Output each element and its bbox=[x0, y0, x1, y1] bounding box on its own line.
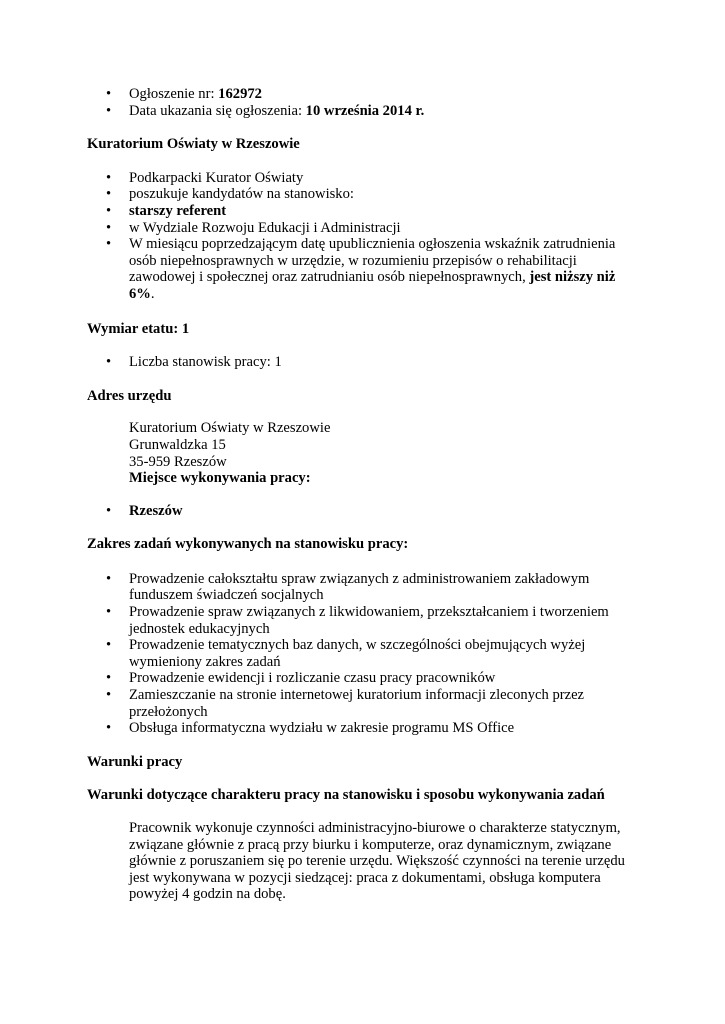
list-item: • w Wydziale Rozwoju Edukacji i Administracji bbox=[87, 220, 632, 237]
list-item: • Obsługa informatyczna wydziału w zakresie programu MS Office bbox=[87, 720, 632, 737]
duties-list bbox=[87, 571, 632, 737]
address-heading: Adres urzędu bbox=[87, 387, 172, 404]
list-item: • Podkarpacki Kurator Oświaty bbox=[87, 170, 632, 187]
org-list bbox=[87, 170, 632, 303]
position-title: starszy referent bbox=[129, 202, 227, 219]
list-item-publish-date: • Data ukazania się ogłoszenia: 10 września 2014 r. bbox=[87, 103, 632, 120]
publish-date: 10 września 2014 r. bbox=[305, 102, 425, 119]
conditions-heading: Warunki pracy bbox=[87, 753, 183, 770]
duties-heading: Zakres zadań wykonywanych na stanowisku pracy: bbox=[87, 536, 409, 553]
list-item: • poszukuje kandydatów na stanowisko: bbox=[87, 186, 632, 203]
list-item: • Prowadzenie całokształtu spraw związanych z administrowaniem zakładowym funduszem świadczeń socjalnych bbox=[87, 571, 632, 604]
address-line: 35-959 Rzeszów bbox=[129, 453, 227, 470]
address-line: Grunwaldzka 15 bbox=[129, 436, 226, 453]
address-block bbox=[87, 420, 632, 486]
list-item: • Zamieszczanie na stronie internetowej kuratorium informacji zleconych przez przełożonych bbox=[87, 687, 632, 720]
list-item: • Prowadzenie tematycznych baz danych, w szczególności obejmujących wyżej wymieniony zakres zadań bbox=[87, 637, 632, 670]
etat-list bbox=[87, 354, 632, 371]
address-line: Kuratorium Oświaty w Rzeszowie bbox=[129, 420, 331, 437]
list-item: • Prowadzenie ewidencji i rozliczanie czasu pracy pracowników bbox=[87, 670, 632, 687]
document-page bbox=[87, 86, 632, 903]
workplace-label: Miejsce wykonywania pracy: bbox=[129, 470, 311, 487]
list-item-ad-number: • Ogłoszenie nr: 162972 bbox=[87, 86, 632, 103]
list-item: • Liczba stanowisk pracy: 1 bbox=[87, 354, 632, 371]
list-item-workplace: • Rzeszów bbox=[87, 503, 632, 520]
list-item-position bbox=[87, 203, 632, 220]
header-list bbox=[87, 86, 632, 119]
etat-heading: Wymiar etatu: 1 bbox=[87, 320, 190, 337]
ad-number: 162972 bbox=[218, 86, 262, 102]
workplace-list bbox=[87, 503, 632, 520]
list-item-disability-ratio: • W miesiącu poprzedzającym datę upublicznienia ogłoszenia wskaźnik zatrudnienia osób niepełnosprawnych w urzędzie, w rozumieniu przepisów o rehabilitacji zawodowej i społecznej oraz zatrudnianiu osób niepełnosprawnych, jest niższy niż 6%. bbox=[87, 236, 632, 302]
org-heading: Kuratorium Oświaty w Rzeszowie bbox=[87, 136, 300, 153]
list-item: • Prowadzenie spraw związanych z likwidowaniem, przekształcaniem i tworzeniem jednostek edukacyjnych bbox=[87, 604, 632, 637]
conditions-subheading: Warunki dotyczące charakteru pracy na stanowisku i sposobu wykonywania zadań bbox=[87, 787, 605, 804]
conditions-text: Pracownik wykonuje czynności administracyjno-biurowe o charakterze statycznym, związane głównie z pracą przy biurku i komputerze, oraz dynamicznym, związane głównie z poruszaniem się po terenie urzędu. Większość czynności na terenie urzędu jest wykonywana w pozycji siedzącej: praca z dokumentami, obsługa komputera powyżej 4 godzin na dobę. bbox=[129, 820, 625, 903]
